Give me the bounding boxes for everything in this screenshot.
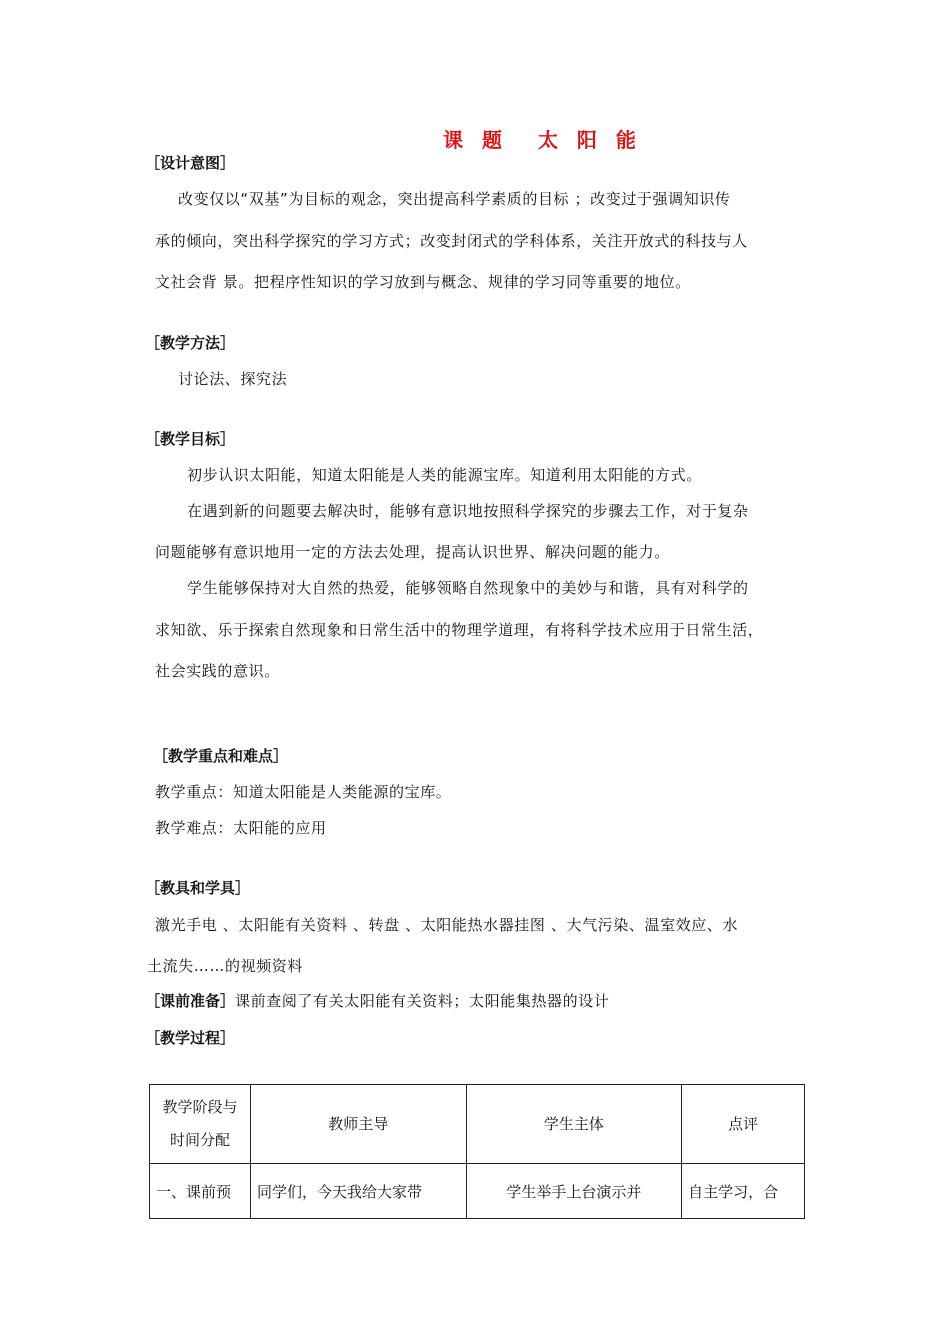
key-focus: 教学重点：知道太阳能是人类能源的宝库。	[155, 783, 452, 801]
prep-row	[145, 990, 609, 1011]
table-row	[150, 1164, 805, 1219]
cell-teacher: 同学们，今天我给大家带	[250, 1164, 466, 1219]
goal-line-2: 在遇到新的问题要去解决时，能够有意识地按照科学探究的步骤去工作，对于复杂	[187, 502, 749, 520]
cell-student: 学生举手上台演示并	[466, 1164, 682, 1219]
tools-line-1: 激光手电 、太阳能有关资料 、转盘 、太阳能热水器挂图 、大气污染、温室效应、水	[155, 916, 739, 934]
title-topic: 太 阳 能	[537, 128, 642, 152]
prep-text: 课前查阅了有关太阳能有关资料；太阳能集热器的设计	[235, 992, 610, 1010]
header-stage: 教学阶段与时间分配	[150, 1085, 251, 1164]
method-heading: ［教学方法］	[145, 334, 236, 352]
header-comment: 点评	[682, 1085, 805, 1164]
header-teacher: 教师主导	[250, 1085, 466, 1164]
title-label: 课 题	[443, 128, 508, 152]
key-difficulty: 教学难点：太阳能的应用	[155, 819, 327, 837]
prep-heading: ［课前准备］	[145, 992, 236, 1010]
process-table	[149, 1084, 805, 1219]
design-heading: ［设计意图］	[145, 154, 236, 172]
document-title	[443, 124, 642, 153]
goal-line-1: 初步认识太阳能，知道太阳能是人类的能源宝库。知道利用太阳能的方式。	[187, 466, 702, 484]
cell-stage: 一、课前预	[150, 1164, 251, 1219]
tools-heading: ［教具和学具］	[145, 879, 251, 897]
design-line-2: 承的倾向，突出科学探究的学习方式；改变封闭式的学科体系，关注开放式的科技与人	[155, 232, 748, 250]
cell-comment: 自主学习，合	[682, 1164, 805, 1219]
method-text: 讨论法、探究法	[178, 370, 288, 388]
key-heading: ［教学重点和难点］	[153, 747, 289, 765]
goal-line-3: 问题能够有意识地用一定的方法去处理，提高认识世界、解决问题的能力。	[155, 543, 670, 561]
table-header-row	[150, 1085, 805, 1164]
tools-line-2: 土流失……的视频资料	[147, 957, 304, 975]
goals-heading: ［教学目标］	[145, 430, 236, 448]
design-line-3: 文社会背 景。把程序性知识的学习放到与概念、规律的学习同等重要的地位。	[155, 273, 691, 291]
goal-line-5: 求知欲、乐于探索自然现象和日常生活中的物理学道理，有将科学技术应用于日常生活，	[155, 621, 764, 639]
goal-line-6: 社会实践的意识。	[155, 662, 280, 680]
goal-line-4: 学生能够保持对大自然的热爱，能够领略自然现象中的美妙与和谐，具有对科学的	[187, 579, 749, 597]
process-heading: ［教学过程］	[145, 1029, 236, 1047]
design-line-1: 改变仅以“双基”为目标的观念，突出提高科学素质的目标 ；改变过于强调知识传	[178, 190, 731, 208]
header-student: 学生主体	[466, 1085, 682, 1164]
